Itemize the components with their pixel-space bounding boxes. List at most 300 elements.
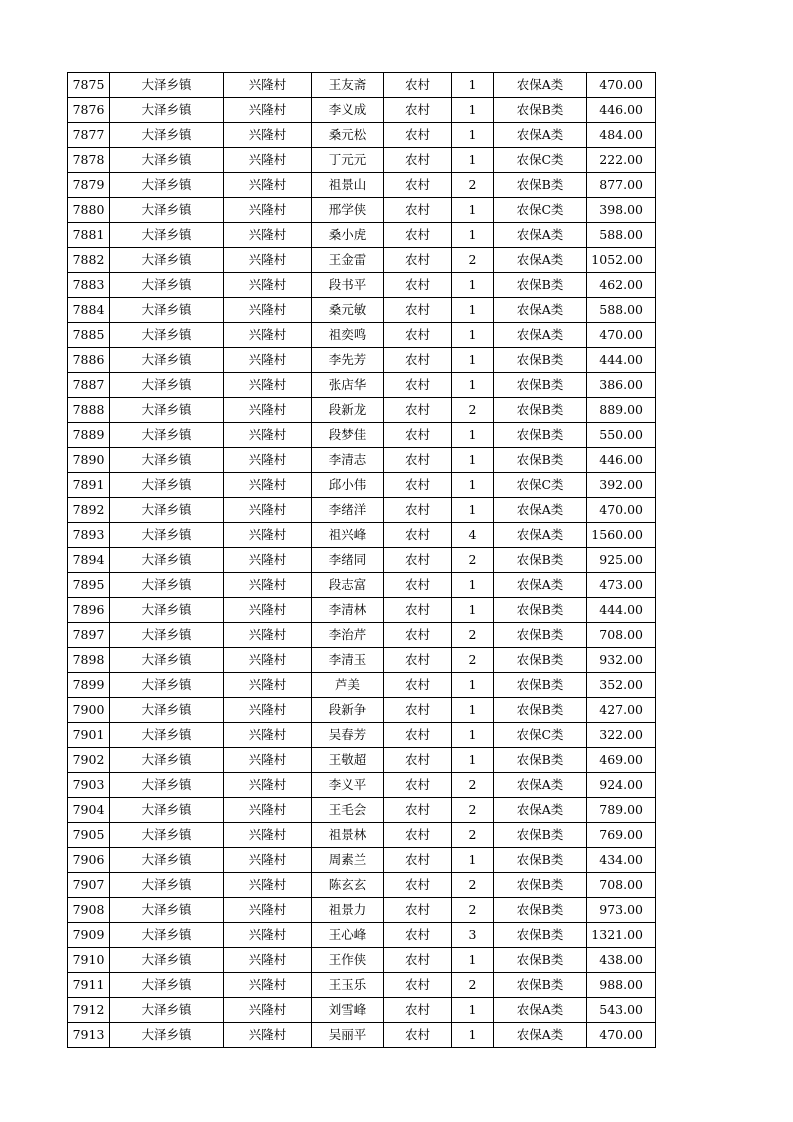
table-row	[68, 723, 656, 748]
table-row	[68, 173, 656, 198]
serial-number-cell: 7884	[68, 298, 110, 323]
village-cell: 兴隆村	[224, 248, 312, 273]
village-cell: 兴隆村	[224, 573, 312, 598]
name-cell: 祖兴峰	[312, 523, 384, 548]
township-cell: 大泽乡镇	[110, 873, 224, 898]
category-cell: 农保B类	[494, 848, 587, 873]
table-row	[68, 898, 656, 923]
township-cell: 大泽乡镇	[110, 473, 224, 498]
category-cell: 农保B类	[494, 898, 587, 923]
serial-number-cell: 7893	[68, 523, 110, 548]
village-cell: 兴隆村	[224, 848, 312, 873]
amount-cell: 708.00	[587, 873, 656, 898]
residence-type-cell: 农村	[384, 473, 452, 498]
residence-type-cell: 农村	[384, 448, 452, 473]
serial-number-cell: 7907	[68, 873, 110, 898]
table-row	[68, 298, 656, 323]
village-cell: 兴隆村	[224, 398, 312, 423]
name-cell: 芦美	[312, 673, 384, 698]
table-row	[68, 598, 656, 623]
category-cell: 农保B类	[494, 373, 587, 398]
category-cell: 农保B类	[494, 623, 587, 648]
category-cell: 农保A类	[494, 73, 587, 98]
township-cell: 大泽乡镇	[110, 123, 224, 148]
category-cell: 农保B类	[494, 348, 587, 373]
amount-cell: 444.00	[587, 348, 656, 373]
village-cell: 兴隆村	[224, 873, 312, 898]
village-cell: 兴隆村	[224, 923, 312, 948]
residence-type-cell: 农村	[384, 923, 452, 948]
residence-type-cell: 农村	[384, 98, 452, 123]
household-size-cell: 1	[452, 698, 494, 723]
category-cell: 农保B类	[494, 823, 587, 848]
township-cell: 大泽乡镇	[110, 448, 224, 473]
amount-cell: 588.00	[587, 223, 656, 248]
household-size-cell: 2	[452, 823, 494, 848]
table-row	[68, 648, 656, 673]
village-cell: 兴隆村	[224, 173, 312, 198]
serial-number-cell: 7908	[68, 898, 110, 923]
household-size-cell: 1	[452, 123, 494, 148]
name-cell: 吴春芳	[312, 723, 384, 748]
table-row	[68, 698, 656, 723]
name-cell: 王友斋	[312, 73, 384, 98]
household-size-cell: 2	[452, 548, 494, 573]
township-cell: 大泽乡镇	[110, 98, 224, 123]
residence-type-cell: 农村	[384, 548, 452, 573]
category-cell: 农保B类	[494, 748, 587, 773]
table-row	[68, 998, 656, 1023]
township-cell: 大泽乡镇	[110, 398, 224, 423]
village-cell: 兴隆村	[224, 1023, 312, 1048]
residence-type-cell: 农村	[384, 848, 452, 873]
amount-cell: 322.00	[587, 723, 656, 748]
category-cell: 农保A类	[494, 798, 587, 823]
township-cell: 大泽乡镇	[110, 998, 224, 1023]
name-cell: 李义成	[312, 98, 384, 123]
amount-cell: 550.00	[587, 423, 656, 448]
serial-number-cell: 7901	[68, 723, 110, 748]
serial-number-cell: 7878	[68, 148, 110, 173]
serial-number-cell: 7900	[68, 698, 110, 723]
serial-number-cell: 7887	[68, 373, 110, 398]
household-size-cell: 1	[452, 573, 494, 598]
name-cell: 段书平	[312, 273, 384, 298]
residence-type-cell: 农村	[384, 823, 452, 848]
serial-number-cell: 7906	[68, 848, 110, 873]
serial-number-cell: 7913	[68, 1023, 110, 1048]
name-cell: 桑元敏	[312, 298, 384, 323]
township-cell: 大泽乡镇	[110, 573, 224, 598]
township-cell: 大泽乡镇	[110, 523, 224, 548]
serial-number-cell: 7885	[68, 323, 110, 348]
household-size-cell: 1	[452, 373, 494, 398]
township-cell: 大泽乡镇	[110, 298, 224, 323]
residence-type-cell: 农村	[384, 648, 452, 673]
amount-cell: 889.00	[587, 398, 656, 423]
name-cell: 邱小伟	[312, 473, 384, 498]
amount-cell: 484.00	[587, 123, 656, 148]
name-cell: 李绪洋	[312, 498, 384, 523]
category-cell: 农保B类	[494, 423, 587, 448]
name-cell: 李义平	[312, 773, 384, 798]
name-cell: 祖奕鸣	[312, 323, 384, 348]
table-row	[68, 1023, 656, 1048]
residence-type-cell: 农村	[384, 948, 452, 973]
township-cell: 大泽乡镇	[110, 848, 224, 873]
township-cell: 大泽乡镇	[110, 223, 224, 248]
name-cell: 邢学侠	[312, 198, 384, 223]
township-cell: 大泽乡镇	[110, 598, 224, 623]
table-row	[68, 473, 656, 498]
household-size-cell: 2	[452, 773, 494, 798]
village-cell: 兴隆村	[224, 498, 312, 523]
village-cell: 兴隆村	[224, 648, 312, 673]
township-cell: 大泽乡镇	[110, 648, 224, 673]
village-cell: 兴隆村	[224, 948, 312, 973]
serial-number-cell: 7881	[68, 223, 110, 248]
household-size-cell: 2	[452, 623, 494, 648]
village-cell: 兴隆村	[224, 698, 312, 723]
table-row	[68, 423, 656, 448]
township-cell: 大泽乡镇	[110, 673, 224, 698]
name-cell: 段新争	[312, 698, 384, 723]
category-cell: 农保B类	[494, 973, 587, 998]
serial-number-cell: 7911	[68, 973, 110, 998]
table-row	[68, 73, 656, 98]
category-cell: 农保A类	[494, 523, 587, 548]
category-cell: 农保A类	[494, 573, 587, 598]
township-cell: 大泽乡镇	[110, 923, 224, 948]
township-cell: 大泽乡镇	[110, 898, 224, 923]
amount-cell: 769.00	[587, 823, 656, 848]
township-cell: 大泽乡镇	[110, 948, 224, 973]
category-cell: 农保C类	[494, 723, 587, 748]
household-size-cell: 1	[452, 498, 494, 523]
household-size-cell: 3	[452, 923, 494, 948]
table-row	[68, 198, 656, 223]
village-cell: 兴隆村	[224, 123, 312, 148]
serial-number-cell: 7880	[68, 198, 110, 223]
household-size-cell: 1	[452, 848, 494, 873]
village-cell: 兴隆村	[224, 998, 312, 1023]
village-cell: 兴隆村	[224, 973, 312, 998]
village-cell: 兴隆村	[224, 773, 312, 798]
table-row	[68, 848, 656, 873]
residence-type-cell: 农村	[384, 223, 452, 248]
serial-number-cell: 7879	[68, 173, 110, 198]
township-cell: 大泽乡镇	[110, 973, 224, 998]
serial-number-cell: 7904	[68, 798, 110, 823]
amount-cell: 877.00	[587, 173, 656, 198]
amount-cell: 925.00	[587, 548, 656, 573]
village-cell: 兴隆村	[224, 723, 312, 748]
household-size-cell: 4	[452, 523, 494, 548]
category-cell: 农保C类	[494, 198, 587, 223]
residence-type-cell: 农村	[384, 773, 452, 798]
serial-number-cell: 7902	[68, 748, 110, 773]
name-cell: 陈玄玄	[312, 873, 384, 898]
table-row	[68, 448, 656, 473]
township-cell: 大泽乡镇	[110, 498, 224, 523]
village-cell: 兴隆村	[224, 798, 312, 823]
residence-type-cell: 农村	[384, 973, 452, 998]
table-row	[68, 498, 656, 523]
village-cell: 兴隆村	[224, 623, 312, 648]
township-cell: 大泽乡镇	[110, 698, 224, 723]
category-cell: 农保A类	[494, 123, 587, 148]
category-cell: 农保B类	[494, 673, 587, 698]
amount-cell: 470.00	[587, 73, 656, 98]
village-cell: 兴隆村	[224, 423, 312, 448]
amount-cell: 988.00	[587, 973, 656, 998]
category-cell: 农保B类	[494, 923, 587, 948]
residence-type-cell: 农村	[384, 673, 452, 698]
serial-number-cell: 7888	[68, 398, 110, 423]
name-cell: 桑元松	[312, 123, 384, 148]
table-row	[68, 273, 656, 298]
township-cell: 大泽乡镇	[110, 173, 224, 198]
village-cell: 兴隆村	[224, 473, 312, 498]
amount-cell: 1560.00	[587, 523, 656, 548]
amount-cell: 789.00	[587, 798, 656, 823]
category-cell: 农保B类	[494, 98, 587, 123]
category-cell: 农保B类	[494, 648, 587, 673]
household-size-cell: 2	[452, 973, 494, 998]
village-cell: 兴隆村	[224, 273, 312, 298]
serial-number-cell: 7892	[68, 498, 110, 523]
residence-type-cell: 农村	[384, 73, 452, 98]
village-cell: 兴隆村	[224, 73, 312, 98]
residence-type-cell: 农村	[384, 698, 452, 723]
amount-cell: 932.00	[587, 648, 656, 673]
table-row	[68, 948, 656, 973]
name-cell: 祖景林	[312, 823, 384, 848]
serial-number-cell: 7909	[68, 923, 110, 948]
category-cell: 农保A类	[494, 223, 587, 248]
residence-type-cell: 农村	[384, 398, 452, 423]
township-cell: 大泽乡镇	[110, 723, 224, 748]
serial-number-cell: 7877	[68, 123, 110, 148]
name-cell: 李绪同	[312, 548, 384, 573]
township-cell: 大泽乡镇	[110, 73, 224, 98]
village-cell: 兴隆村	[224, 748, 312, 773]
category-cell: 农保A类	[494, 1023, 587, 1048]
table-row	[68, 348, 656, 373]
table-row	[68, 748, 656, 773]
name-cell: 王金雷	[312, 248, 384, 273]
household-size-cell: 1	[452, 73, 494, 98]
amount-cell: 470.00	[587, 498, 656, 523]
village-cell: 兴隆村	[224, 223, 312, 248]
table-row	[68, 523, 656, 548]
category-cell: 农保B类	[494, 598, 587, 623]
name-cell: 祖景山	[312, 173, 384, 198]
amount-cell: 470.00	[587, 1023, 656, 1048]
table-row	[68, 148, 656, 173]
household-size-cell: 2	[452, 798, 494, 823]
category-cell: 农保A类	[494, 248, 587, 273]
village-cell: 兴隆村	[224, 823, 312, 848]
household-size-cell: 1	[452, 223, 494, 248]
name-cell: 王敬超	[312, 748, 384, 773]
serial-number-cell: 7886	[68, 348, 110, 373]
table-row	[68, 548, 656, 573]
serial-number-cell: 7890	[68, 448, 110, 473]
township-cell: 大泽乡镇	[110, 148, 224, 173]
name-cell: 李治芹	[312, 623, 384, 648]
name-cell: 李清林	[312, 598, 384, 623]
amount-cell: 392.00	[587, 473, 656, 498]
serial-number-cell: 7894	[68, 548, 110, 573]
name-cell: 李清志	[312, 448, 384, 473]
amount-cell: 438.00	[587, 948, 656, 973]
village-cell: 兴隆村	[224, 348, 312, 373]
township-cell: 大泽乡镇	[110, 273, 224, 298]
serial-number-cell: 7912	[68, 998, 110, 1023]
household-size-cell: 2	[452, 648, 494, 673]
amount-cell: 1052.00	[587, 248, 656, 273]
table-row	[68, 823, 656, 848]
amount-cell: 444.00	[587, 598, 656, 623]
residence-type-cell: 农村	[384, 423, 452, 448]
village-cell: 兴隆村	[224, 523, 312, 548]
residence-type-cell: 农村	[384, 248, 452, 273]
residence-type-cell: 农村	[384, 748, 452, 773]
amount-cell: 352.00	[587, 673, 656, 698]
serial-number-cell: 7889	[68, 423, 110, 448]
household-size-cell: 2	[452, 398, 494, 423]
name-cell: 李清玉	[312, 648, 384, 673]
name-cell: 张店华	[312, 373, 384, 398]
serial-number-cell: 7898	[68, 648, 110, 673]
household-size-cell: 1	[452, 723, 494, 748]
category-cell: 农保B类	[494, 873, 587, 898]
residence-type-cell: 农村	[384, 598, 452, 623]
table-body	[68, 73, 656, 1048]
table-row	[68, 923, 656, 948]
village-cell: 兴隆村	[224, 98, 312, 123]
residence-type-cell: 农村	[384, 373, 452, 398]
category-cell: 农保C类	[494, 148, 587, 173]
serial-number-cell: 7896	[68, 598, 110, 623]
name-cell: 王毛会	[312, 798, 384, 823]
village-cell: 兴隆村	[224, 898, 312, 923]
table-row	[68, 673, 656, 698]
residence-type-cell: 农村	[384, 898, 452, 923]
serial-number-cell: 7882	[68, 248, 110, 273]
table-row	[68, 398, 656, 423]
table-row	[68, 973, 656, 998]
table-row	[68, 623, 656, 648]
category-cell: 农保A类	[494, 498, 587, 523]
amount-cell: 446.00	[587, 98, 656, 123]
serial-number-cell: 7876	[68, 98, 110, 123]
table-row	[68, 798, 656, 823]
serial-number-cell: 7891	[68, 473, 110, 498]
residence-type-cell: 农村	[384, 173, 452, 198]
table-row	[68, 773, 656, 798]
serial-number-cell: 7910	[68, 948, 110, 973]
household-size-cell: 1	[452, 598, 494, 623]
category-cell: 农保B类	[494, 448, 587, 473]
township-cell: 大泽乡镇	[110, 248, 224, 273]
amount-cell: 398.00	[587, 198, 656, 223]
category-cell: 农保B类	[494, 948, 587, 973]
residence-type-cell: 农村	[384, 523, 452, 548]
table-row	[68, 123, 656, 148]
amount-cell: 470.00	[587, 323, 656, 348]
township-cell: 大泽乡镇	[110, 1023, 224, 1048]
category-cell: 农保A类	[494, 773, 587, 798]
amount-cell: 588.00	[587, 298, 656, 323]
category-cell: 农保B类	[494, 548, 587, 573]
category-cell: 农保B类	[494, 398, 587, 423]
residence-type-cell: 农村	[384, 198, 452, 223]
residence-type-cell: 农村	[384, 623, 452, 648]
subsidy-roster-table	[67, 72, 656, 1048]
township-cell: 大泽乡镇	[110, 323, 224, 348]
residence-type-cell: 农村	[384, 573, 452, 598]
township-cell: 大泽乡镇	[110, 798, 224, 823]
name-cell: 祖景力	[312, 898, 384, 923]
serial-number-cell: 7875	[68, 73, 110, 98]
residence-type-cell: 农村	[384, 298, 452, 323]
serial-number-cell: 7905	[68, 823, 110, 848]
residence-type-cell: 农村	[384, 498, 452, 523]
table-row	[68, 873, 656, 898]
name-cell: 王作侠	[312, 948, 384, 973]
table-row	[68, 373, 656, 398]
name-cell: 王玉乐	[312, 973, 384, 998]
name-cell: 段志富	[312, 573, 384, 598]
residence-type-cell: 农村	[384, 723, 452, 748]
name-cell: 周素兰	[312, 848, 384, 873]
residence-type-cell: 农村	[384, 123, 452, 148]
village-cell: 兴隆村	[224, 673, 312, 698]
amount-cell: 924.00	[587, 773, 656, 798]
category-cell: 农保B类	[494, 273, 587, 298]
household-size-cell: 2	[452, 873, 494, 898]
township-cell: 大泽乡镇	[110, 748, 224, 773]
household-size-cell: 1	[452, 423, 494, 448]
residence-type-cell: 农村	[384, 798, 452, 823]
household-size-cell: 1	[452, 198, 494, 223]
township-cell: 大泽乡镇	[110, 198, 224, 223]
amount-cell: 427.00	[587, 698, 656, 723]
table-row	[68, 223, 656, 248]
amount-cell: 973.00	[587, 898, 656, 923]
household-size-cell: 1	[452, 948, 494, 973]
serial-number-cell: 7883	[68, 273, 110, 298]
township-cell: 大泽乡镇	[110, 373, 224, 398]
village-cell: 兴隆村	[224, 373, 312, 398]
amount-cell: 473.00	[587, 573, 656, 598]
amount-cell: 708.00	[587, 623, 656, 648]
household-size-cell: 1	[452, 273, 494, 298]
amount-cell: 462.00	[587, 273, 656, 298]
household-size-cell: 2	[452, 898, 494, 923]
household-size-cell: 1	[452, 298, 494, 323]
residence-type-cell: 农村	[384, 998, 452, 1023]
household-size-cell: 1	[452, 448, 494, 473]
category-cell: 农保C类	[494, 473, 587, 498]
village-cell: 兴隆村	[224, 598, 312, 623]
category-cell: 农保B类	[494, 173, 587, 198]
household-size-cell: 1	[452, 673, 494, 698]
household-size-cell: 1	[452, 348, 494, 373]
table-row	[68, 323, 656, 348]
